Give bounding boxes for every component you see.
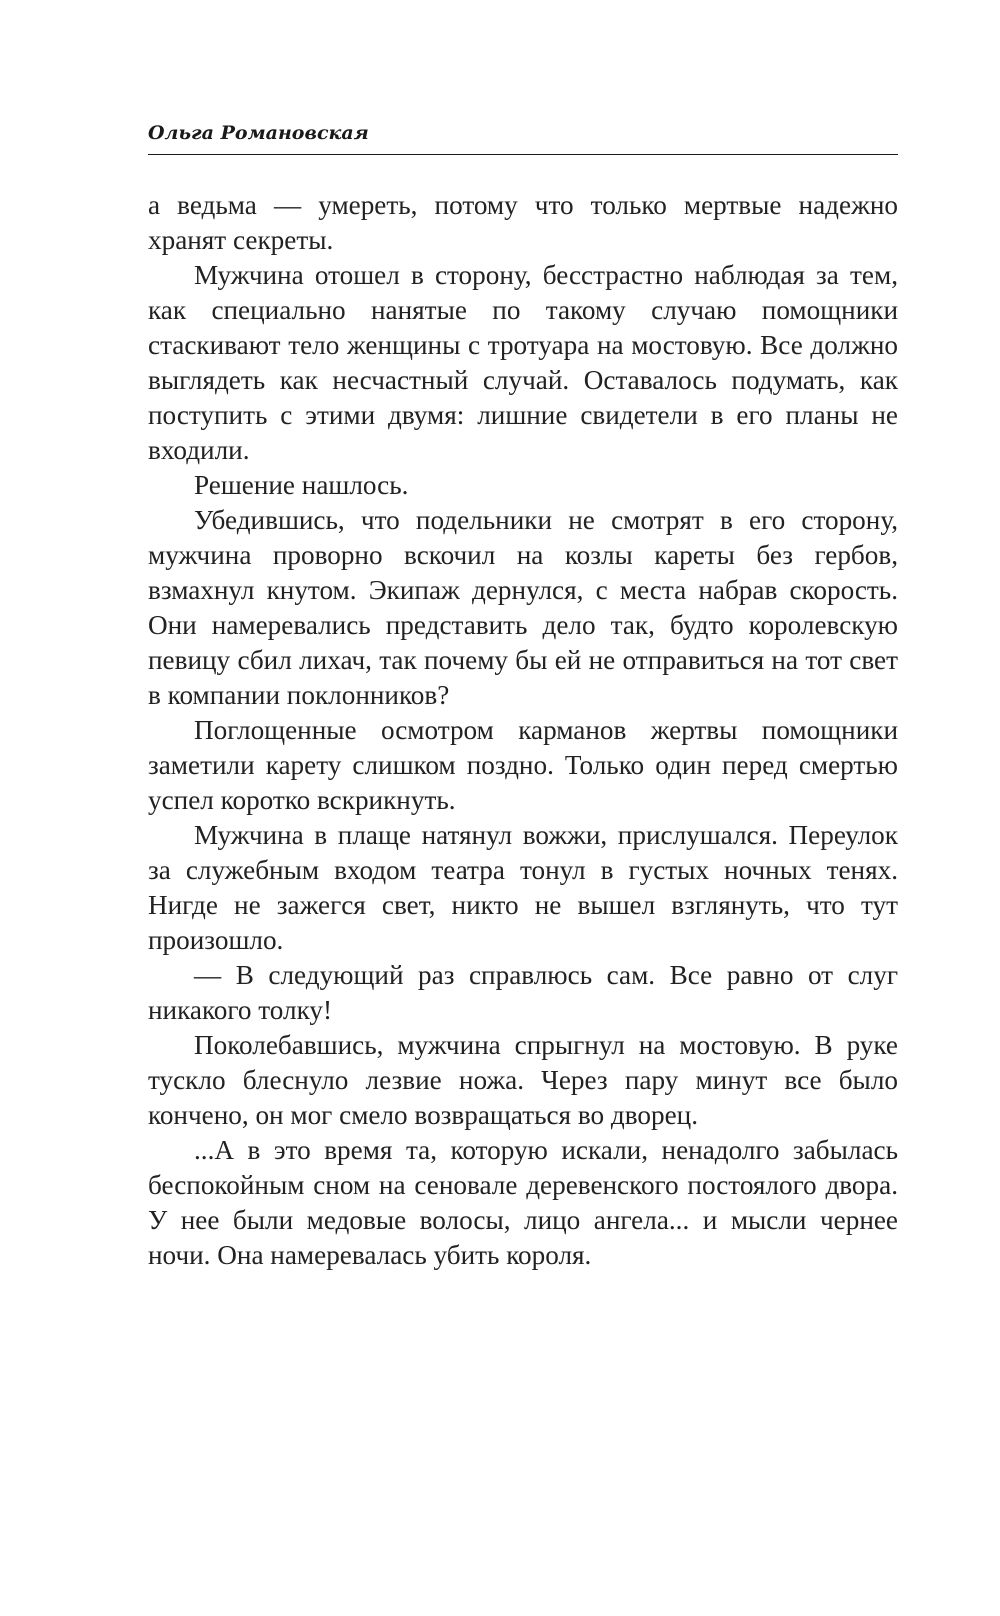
paragraph: Решение нашлось. (194, 470, 409, 500)
running-header (148, 120, 898, 155)
paragraph: Мужчина в плаще натянул вожжи, прислушался. Переулок за служебным входом театра тонул в густых ночных тенях. Нигде не зажегся свет, никто не вышел взглянуть, что тут произошло. (148, 820, 898, 955)
paragraph: Мужчина отошел в сторону, бесстрастно наблюдая за тем, как специально нанятые по такому случаю помощники стаскивают тело женщины с тротуара на мостовую. Все должно выглядеть как несчастный случай. Оставалось подумать, как поступить с этими двумя: лишние свидетели в его планы не входили. (148, 260, 898, 465)
paragraph: Поглощенные осмотром карманов жертвы помощники заметили карету слишком поздно. Только один перед смертью успел коротко вскрикнуть. (148, 715, 898, 815)
paragraph: Поколебавшись, мужчина спрыгнул на мостовую. В руке тускло блеснуло лезвие ножа. Через пару минут все было кончено, он мог смело возвращаться во дворец. (148, 1030, 898, 1130)
dialogue-paragraph: — В следующий раз справлюсь сам. Все равно от слуг никакого толку! (148, 960, 898, 1025)
author-name: Ольга Романовская (148, 122, 369, 144)
paragraph-continuation: а ведьма — умереть, потому что только мертвые надежно хранят секреты. (148, 190, 898, 255)
paragraph: Убедившись, что подельники не смотрят в его сторону, мужчина проворно вскочил на козлы кареты без гербов, взмахнул кнутом. Экипаж дернулся, с места набрав скорость. Они намеревались представить дело так, будто королевскую певицу сбил лихач, так почему бы ей не отправиться на тот свет в компании поклонников? (148, 505, 898, 710)
paragraph: ...А в это время та, которую искали, ненадолго забылась беспокойным сном на сеновале деревенского постоялого двора. У нее были медовые волосы, лицо ангела... и мысли чернее ночи. Она намеревалась убить короля. (148, 1135, 898, 1270)
body-text (148, 188, 898, 1273)
